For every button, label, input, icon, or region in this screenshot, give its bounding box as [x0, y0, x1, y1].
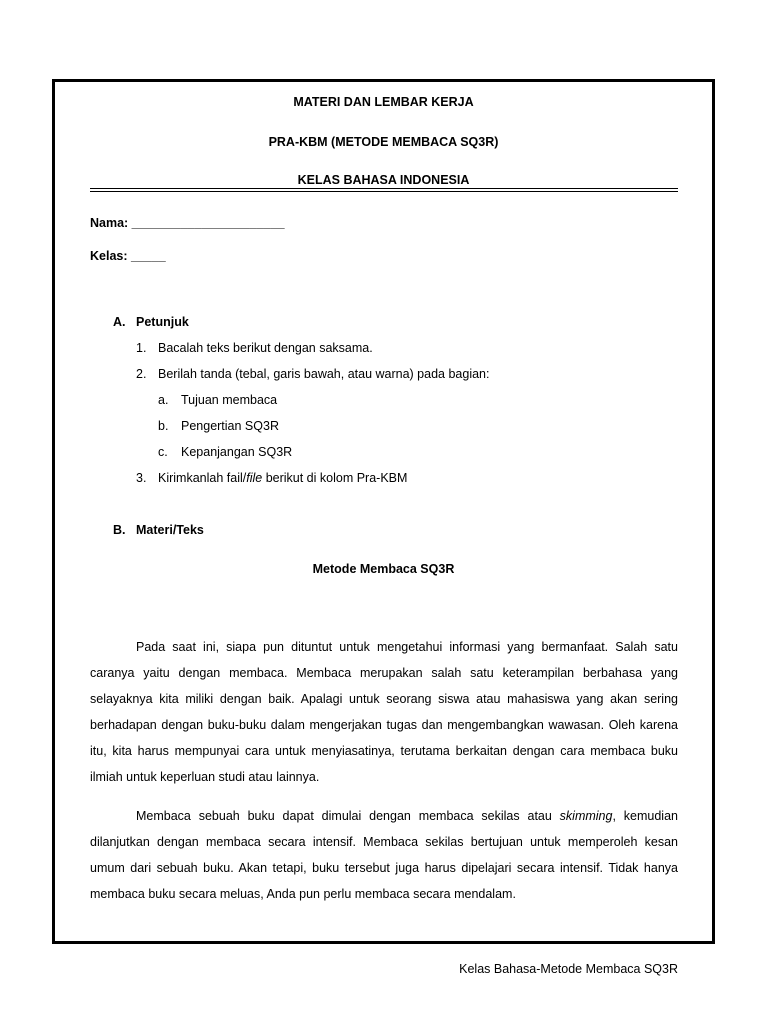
doc-heading-3: KELAS BAHASA INDONESIA	[297, 173, 470, 187]
instruction-number: 3.	[136, 471, 147, 485]
heading-rule-bottom	[90, 191, 678, 192]
instruction-number: 1.	[136, 341, 147, 355]
body-paragraph-2: Membaca sebuah buku dapat dimulai dengan membaca sekilas atau skimming, kemudian dilanjutkan dengan membaca secara intensif. Membaca sekilas bertujuan untuk memperoleh kesan umum dari sebuah buku. Akan tetapi, buku tersebut juga harus dipelajari secara intensif. Tidak hanya membaca buku secara meluas, Anda pun perlu membaca secara mendalam.	[90, 809, 678, 901]
instruction-text: Berilah tanda (tebal, garis bawah, atau warna) pada bagian:	[158, 367, 490, 381]
subitem-text: Pengertian SQ3R	[181, 419, 279, 433]
subitem-letter: c.	[158, 445, 168, 459]
subitem-text: Tujuan membaca	[181, 393, 278, 407]
page-footer: Kelas Bahasa-Metode Membaca SQ3R	[459, 962, 678, 976]
text-title: Metode Membaca SQ3R	[312, 562, 455, 576]
instruction-text: Bacalah teks berikut dengan saksama.	[158, 341, 373, 355]
section-a-marker: A.	[113, 315, 126, 329]
heading-rule-top	[90, 188, 678, 189]
subitem-letter: b.	[158, 419, 169, 433]
subitem-text: Kepanjangan SQ3R	[181, 445, 293, 459]
subitem-letter: a.	[158, 393, 169, 407]
class-field: Kelas: _____	[90, 249, 166, 263]
section-b-marker: B.	[113, 523, 126, 537]
section-b-title: Materi/Teks	[136, 523, 204, 537]
section-a-title: Petunjuk	[136, 315, 189, 329]
name-field: Nama: ______________________	[90, 216, 285, 230]
doc-heading-1: MATERI DAN LEMBAR KERJA	[293, 95, 474, 109]
body-paragraph-1: Pada saat ini, siapa pun dituntut untuk mengetahui informasi yang bermanfaat. Salah satu caranya yaitu dengan membaca. Membaca merupakan salah satu keterampilan berbahasa yang selayaknya kita miliki dengan baik. Apalagi untuk seorang siswa atau mahasiswa yang akan sering berhadapan dengan buku-buku dalam mengerjakan tugas dan mengembangkan wawasan. Oleh karena itu, kita harus mempunyai cara untuk menyiasatinya, terutama berkaitan dengan cara membaca buku ilmiah untuk keperluan studi atau lainnya.	[90, 640, 678, 784]
doc-heading-2: PRA-KBM (METODE MEMBACA SQ3R)	[268, 135, 499, 149]
instruction-text: Kirimkanlah fail/file berikut di kolom Pra-KBM	[158, 471, 408, 485]
instruction-number: 2.	[136, 367, 147, 381]
